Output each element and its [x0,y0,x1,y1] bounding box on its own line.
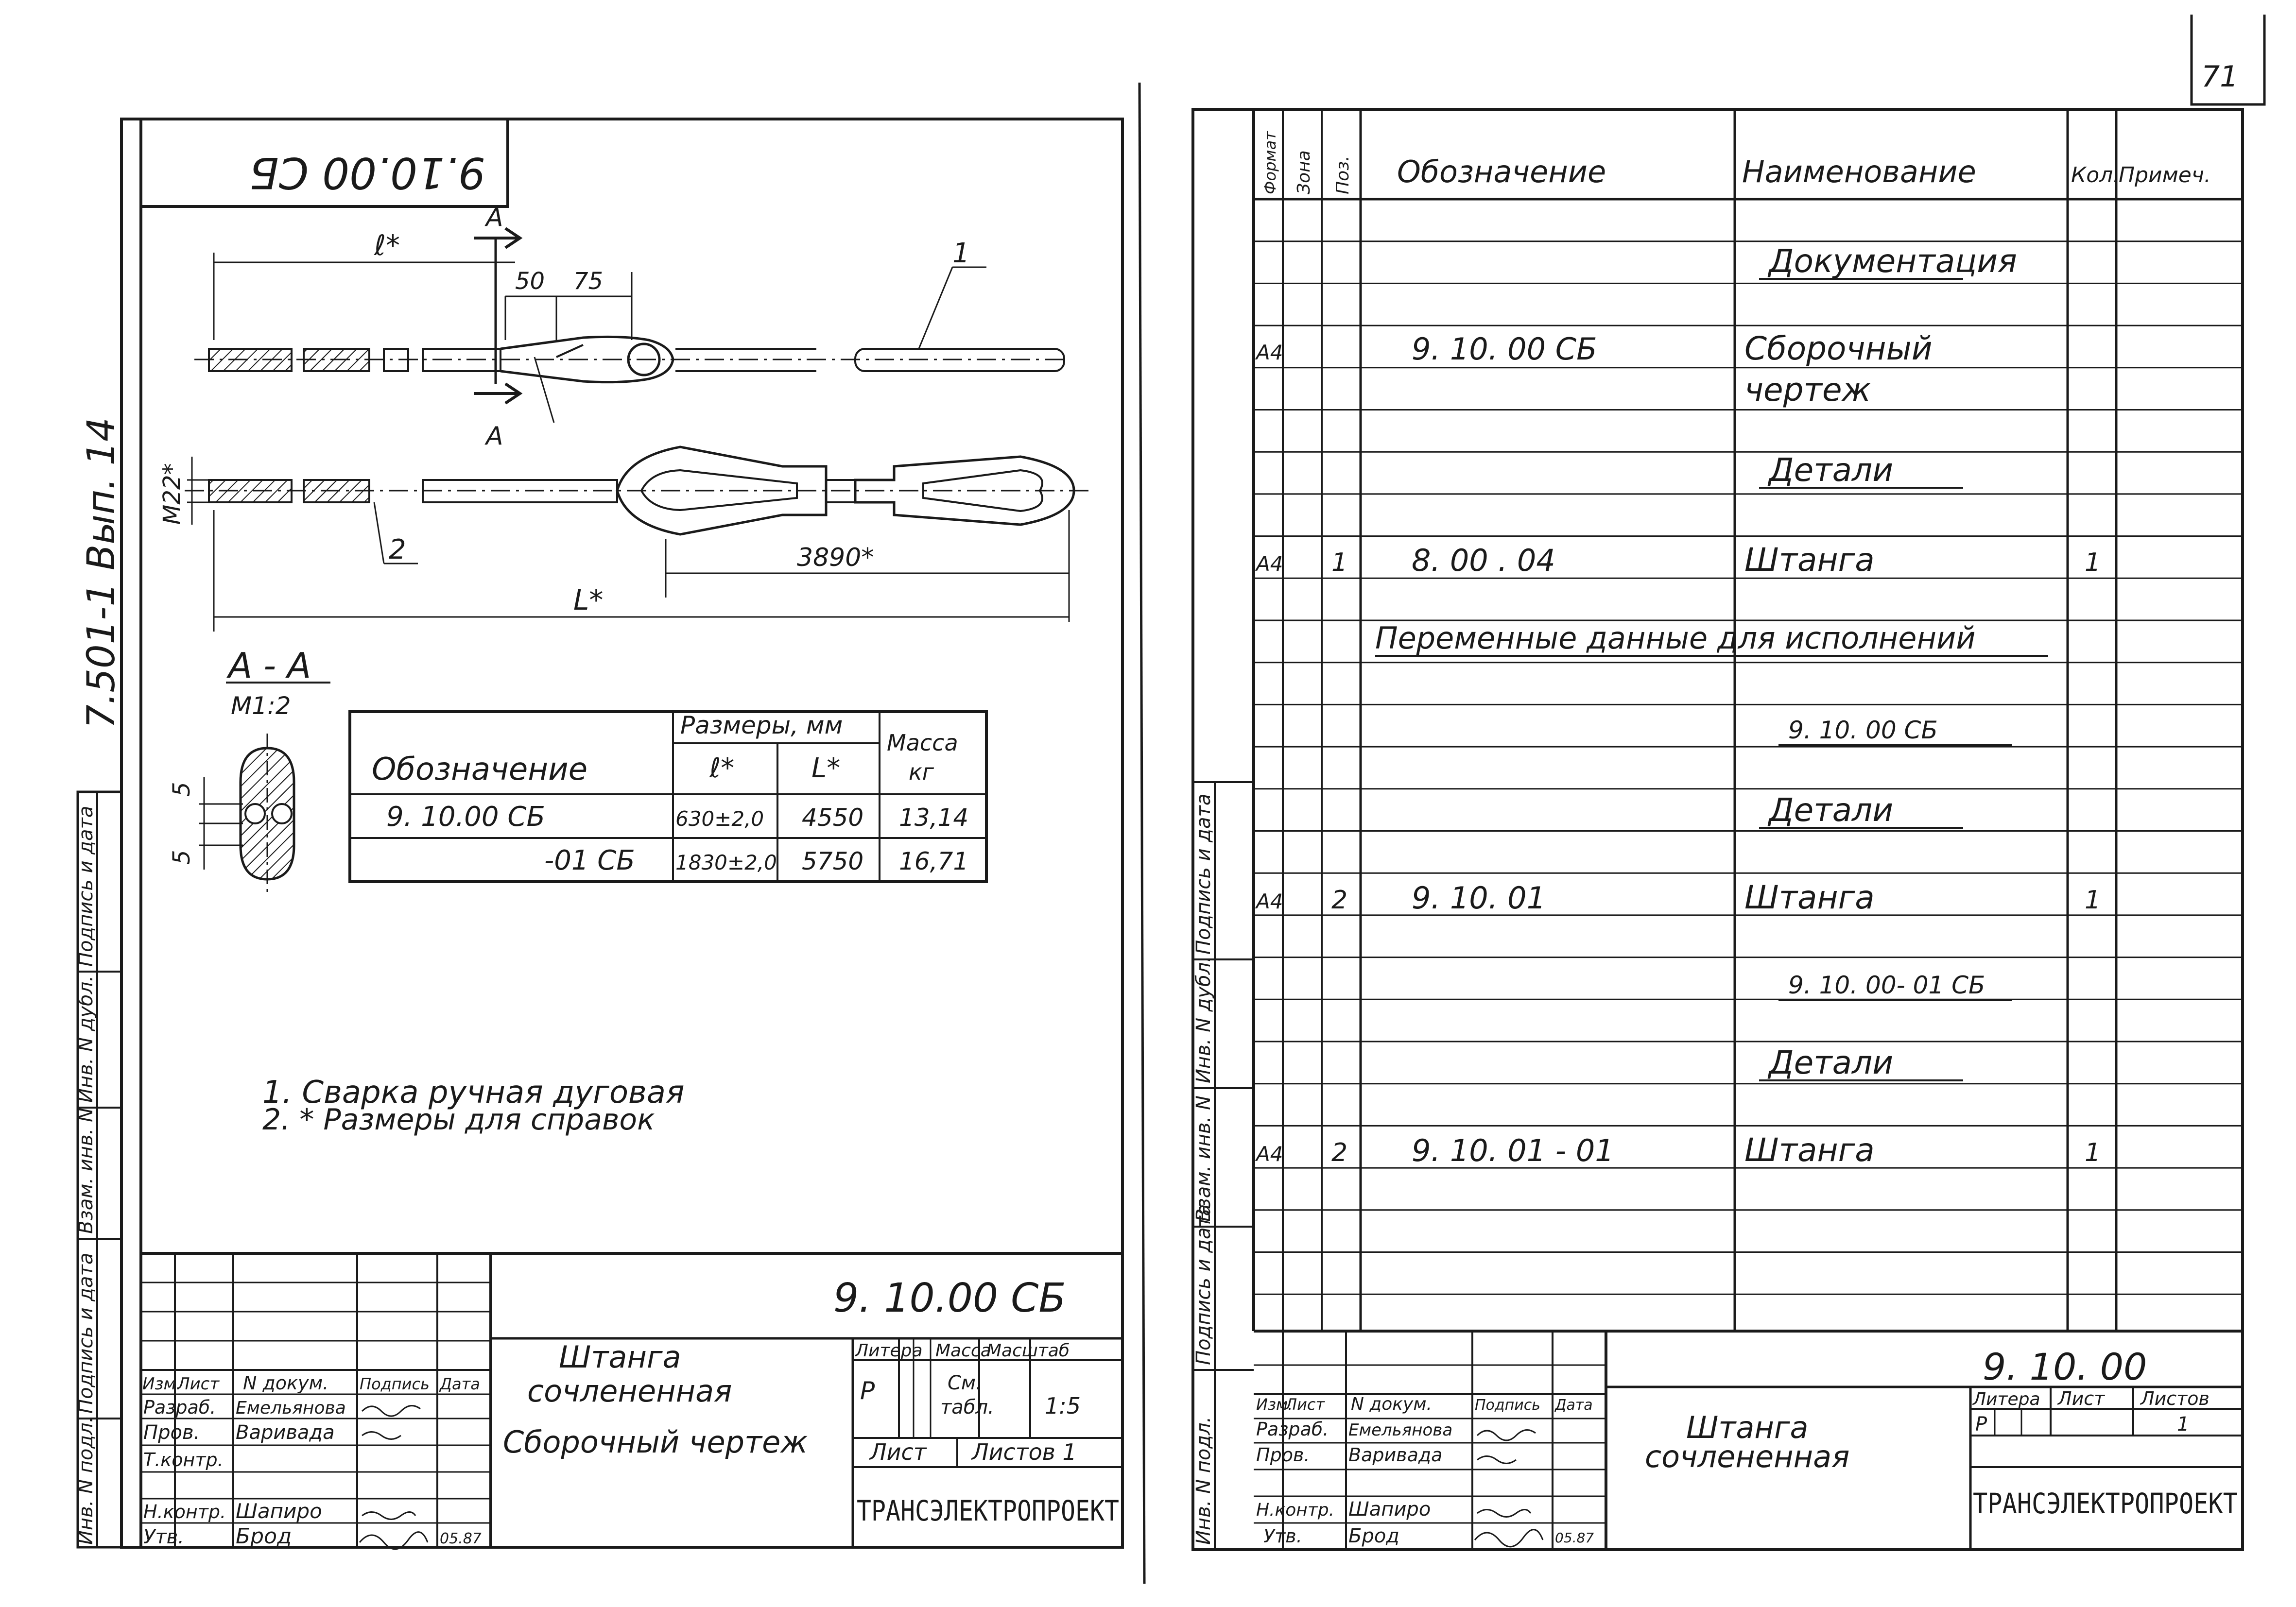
tb-role: Н.контр. [143,1501,226,1522]
page-number: 71 [2201,60,2239,94]
tb-header: Изм. [1256,1395,1293,1414]
tb-scale-header: Масштаб [986,1341,1070,1361]
spec-cell-name: 9. 10. 00- 01 СБ [1788,971,1985,999]
tb-litera-header: Литера [1973,1389,2040,1409]
spec-sheet [1192,109,2243,1550]
spec-header-pos: Поз. [1333,155,1353,194]
tb-name-line2: сочлененная [527,1373,732,1409]
variable-data-title: Переменные данные для исполнений [1375,620,1976,656]
tb-header: N докум. [1351,1394,1432,1414]
strip-label: Инв. N дубл. [75,975,97,1103]
spec-header-note: Примеч. [2119,163,2211,188]
spec-cell-pos: 1 [1331,548,1348,577]
col-mass: Масса [887,730,958,756]
tb-litera-value: Р [860,1377,875,1405]
variant-table [350,711,986,882]
tb-role: Разраб. [143,1397,216,1418]
tb-name: Шапиро [1348,1498,1431,1521]
variant-row-designation: 9. 10.00 СБ [386,801,545,833]
tb-role: Разраб. [1256,1419,1329,1440]
variant-row-designation: -01 СБ [544,845,635,876]
variant-row-l: 630±2,0 [675,807,764,831]
page-number-box [2192,15,2264,104]
top-dimensions [214,229,986,350]
col-sizes: Размеры, мм [680,711,843,739]
col-l: ℓ* [709,752,735,784]
stamp-code: 9.10.00 СБ [249,148,485,198]
spec-title-block [1254,1331,2243,1550]
tb-role: Пров. [1256,1444,1310,1466]
tb-org: ТРАНСЭЛЕКТРОПРОЕКТ [1973,1487,2238,1520]
tb-name-line2: сочлененная [1645,1439,1850,1474]
tb-header: Подпись [1475,1397,1540,1414]
strip-label: Инв. N подл. [75,1416,97,1545]
spec-left-signature-strip [1192,782,1254,1550]
spec-header-name: Наименование [1742,154,1976,189]
section-scale: M1:2 [231,692,291,720]
variant-row-big-l: 5750 [802,847,864,875]
spec-cell-qty: 1 [2085,886,2101,915]
tb-doc-type: Сборочный чертеж [503,1424,808,1460]
tb-org: ТРАНСЭЛЕКТРОПРОЕКТ [857,1494,1119,1527]
tb-name-line1: Штанга [1686,1410,1809,1445]
dim-big-l-star: L* [573,583,604,616]
strip-label: Подпись и дата [1192,1204,1215,1365]
section-mark-a-bottom: A [486,422,503,451]
spec-cell-format: А4 [1256,889,1283,913]
drawing-sheet [75,119,1122,1549]
spec-cell-name: Детали [1769,1044,1894,1081]
col-mass-unit: кг [909,759,934,785]
dim-l-star: ℓ* [374,229,400,262]
tb-header: Изм. [142,1374,181,1394]
tb-litera-header: Литера [855,1341,923,1361]
tb-name: Емельянова [236,1398,346,1418]
spec-cell-name: Сборочный [1744,330,1933,367]
spec-cell-name: Штанга [1744,541,1875,579]
tb-mass-header: Масса [935,1341,991,1361]
spec-header-zone: Зона [1294,150,1314,194]
spec-cell-name: 9. 10. 00 СБ [1788,716,1938,744]
tb-code: 9. 10. 00 [1983,1345,2147,1388]
fold-line [1139,83,1144,1584]
section-mark-a: A [486,203,503,232]
dim-5-top: 5 [168,782,195,797]
variant-row-mass: 13,14 [899,804,969,832]
spec-cell-designation: 9. 10. 01 - 01 [1412,1133,1614,1168]
tb-name: Емельянова [1348,1420,1453,1440]
tb-role: Т.контр. [143,1449,224,1470]
spec-cell-format: А4 [1256,341,1283,364]
tb-litera-value: Р [1975,1413,1987,1436]
side-margin-text: 7.501-1 Вып. 14 [80,417,123,729]
spec-header-qty: Кол. [2071,163,2120,188]
spec-cell-designation: 9. 10. 01 [1412,880,1546,916]
spec-cell-name: Детали [1769,451,1894,489]
col-big-l: L* [811,752,841,784]
spec-cell-name: Детали [1769,791,1894,829]
spec-header-designation: Обозначение [1397,154,1606,189]
section-a-a [168,645,330,894]
tb-header: Подпись [360,1375,430,1393]
variant-row-big-l: 4550 [802,804,864,832]
tb-sheets-value: 1 [2177,1413,2190,1436]
section-title: A - A [228,645,311,686]
spec-cell-format: А4 [1256,552,1283,576]
variant-row-mass: 16,71 [899,847,969,875]
tb-name: Варивада [1348,1444,1443,1466]
tb-sheets-header: Листов [2141,1388,2210,1409]
strip-label: Подпись и дата [75,805,97,967]
tb-header: Дата [440,1375,480,1393]
spec-cell-pos: 2 [1331,1138,1348,1167]
dim-5-bottom: 5 [168,850,195,865]
tb-role: Утв. [143,1526,184,1548]
drawing-title-block [141,1253,1122,1549]
strip-label: Взам. инв. N [75,1108,97,1234]
spec-header-format: Формат [1261,131,1279,194]
dim-m22: M22* [158,463,186,525]
spec-cell-designation: 8. 00 . 04 [1412,543,1555,578]
strip-label: Инв. N дубл. [1192,956,1215,1083]
strip-label: Инв. N подл. [1192,1416,1215,1545]
left-signature-strip [75,792,121,1547]
tb-header: Лист [177,1374,220,1394]
tb-mass-value-1: См. [948,1372,982,1394]
position-label-2: 2 [389,534,406,565]
col-designation: Обозначение [372,752,588,787]
variant-row-l: 1830±2,0 [675,851,777,874]
spec-cell-format: А4 [1256,1142,1283,1166]
tb-scale-value: 1:5 [1045,1393,1081,1419]
tb-role: Н.контр. [1256,1500,1335,1520]
tb-date: 05.87 [1555,1530,1594,1546]
note-2: 2. * Размеры для справок [262,1103,655,1137]
spec-cell-qty: 1 [2085,1138,2101,1167]
spec-rows [1255,242,2101,1169]
spec-cell-name: Штанга [1744,879,1875,916]
dim-75: 75 [573,268,604,295]
tb-date: 05.87 [440,1530,482,1547]
spec-cell-name: Штанга [1744,1131,1875,1169]
strip-label: Подпись и дата [1192,793,1215,955]
dim-3890: 3890* [797,543,874,572]
tb-name: Шапиро [236,1499,322,1523]
tb-name-line1: Штанга [559,1339,681,1375]
tb-header: Лист [1285,1395,1325,1414]
strip-label: Взам. инв. N [1192,1095,1215,1222]
spec-cell-designation: 9. 10. 00 СБ [1412,331,1597,367]
tb-sheets-label: Листов 1 [972,1439,1077,1465]
tb-role: Пров. [143,1421,200,1444]
tb-header: N докум. [243,1372,329,1394]
tb-header: Дата [1555,1397,1593,1414]
tb-role: Утв. [1263,1525,1302,1547]
rod-front-view [158,447,1093,632]
spec-cell-qty: 1 [2085,548,2101,577]
note-1: 1. Сварка ручная дуговая [262,1075,685,1111]
dim-50: 50 [515,268,545,295]
tb-sheet-header: Лист [2058,1388,2105,1409]
tb-name: Варивада [236,1421,335,1444]
tb-name: Брод [1348,1525,1399,1547]
position-label-1: 1 [952,238,970,269]
strip-label: Подпись и дата [75,1252,97,1414]
spec-cell-name: Документация [1769,242,2017,280]
tb-mass-value-2: табл. [940,1396,994,1419]
tb-code: 9. 10.00 СБ [833,1275,1066,1321]
tb-sheet-label: Лист [870,1439,927,1465]
spec-cell-name: чертеж [1744,371,1871,409]
tb-name: Брод [236,1524,292,1549]
spec-cell-pos: 2 [1331,886,1348,915]
